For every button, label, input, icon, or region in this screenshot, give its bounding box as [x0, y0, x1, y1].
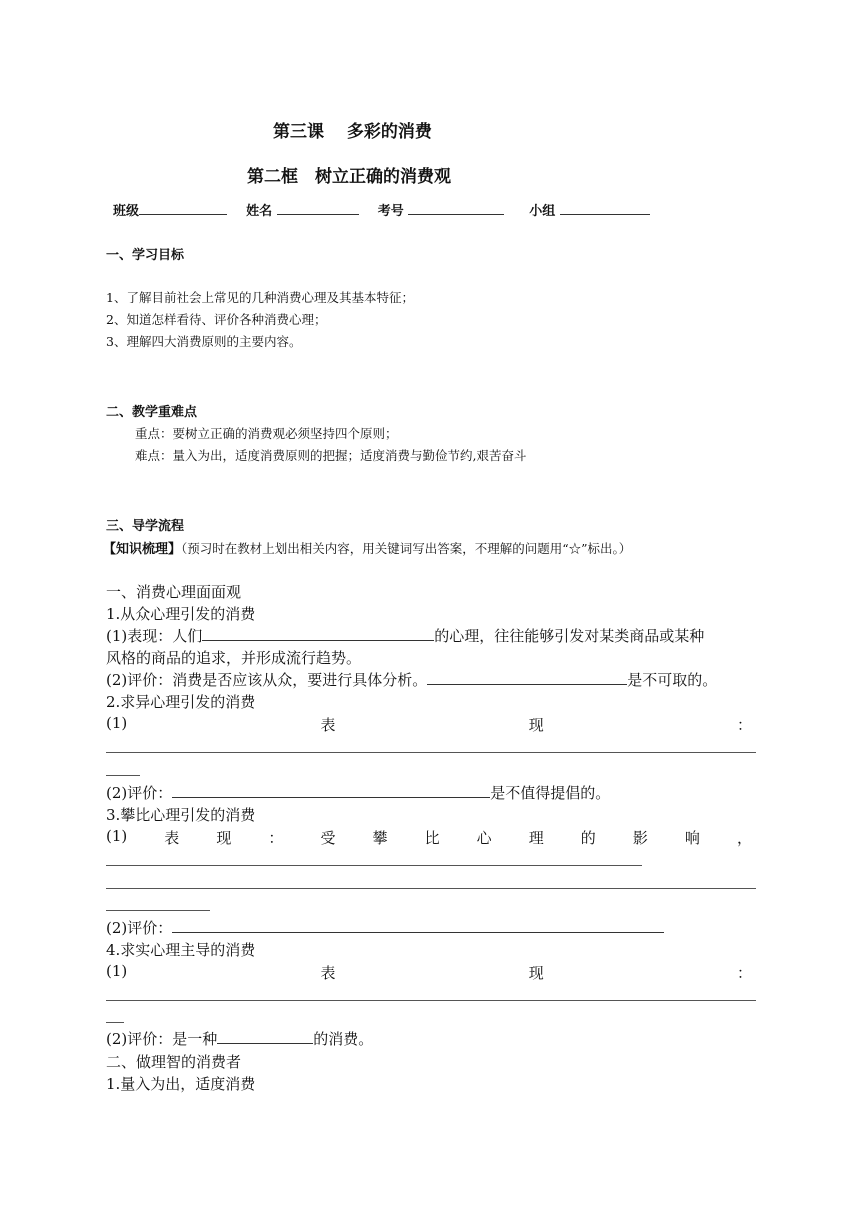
item1-perf-blank[interactable]: [202, 626, 434, 641]
part2-item1-title: 1.量入为出，适度消费: [106, 1075, 256, 1093]
item3-answer-line[interactable]: [106, 865, 642, 866]
item3-eval-prefix: (2)评价：: [106, 919, 173, 937]
item3-perf-text: 攀: [372, 829, 388, 847]
item3-eval-blank[interactable]: [172, 918, 664, 933]
section3-heading: 三、导学流程: [106, 519, 185, 534]
item3-answer-line[interactable]: [106, 888, 756, 889]
item3-perf-text: 理: [528, 829, 544, 847]
item1-eval-blank[interactable]: [427, 670, 627, 685]
item3-perf-text: 受: [320, 829, 336, 847]
item2-answer-line[interactable]: [106, 775, 140, 776]
part1-heading: 一、消费心理面面观: [106, 583, 242, 601]
section-subtitle: 第二框 树立正确的消费观: [247, 167, 451, 187]
item4-eval-blank[interactable]: [217, 1029, 313, 1044]
group-blank[interactable]: [560, 200, 650, 215]
item2-eval-prefix: (2)评价：: [106, 784, 173, 802]
item2-evaluation: [106, 782, 610, 803]
item4-evaluation: [106, 1028, 373, 1049]
item1-perf-prefix: (1)表现：人们: [106, 627, 203, 645]
item3-perf-text: 的: [580, 829, 596, 847]
goal-item: 1、了解目前社会上常见的几种消费心理及其基本特征；: [106, 290, 414, 305]
item2-title: 2.求异心理引发的消费: [106, 693, 256, 711]
class-blank[interactable]: [139, 200, 227, 215]
name-blank[interactable]: [277, 200, 359, 215]
item3-perf-text: 现: [216, 829, 232, 847]
item4-answer-line[interactable]: [106, 1000, 756, 1001]
item2-performance: [106, 714, 752, 735]
item2-perf-text: 表: [320, 716, 336, 734]
item3-answer-line[interactable]: [106, 910, 210, 911]
item4-eval-prefix: (2)评价：是一种: [106, 1030, 218, 1048]
item3-perf-text: 响: [684, 829, 700, 847]
item4-perf-text: ：: [736, 964, 752, 982]
item3-perf-text: 比: [424, 829, 440, 847]
item2-eval-blank[interactable]: [172, 783, 490, 798]
item2-perf-text: 现: [528, 716, 544, 734]
item4-eval-suffix: 的消费。: [313, 1030, 374, 1048]
section1-heading: 一、学习目标: [106, 248, 185, 263]
item3-title: 3.攀比心理引发的消费: [106, 806, 256, 824]
item2-perf-text: ：: [736, 716, 752, 734]
knowledge-label: 【知识梳理】: [103, 542, 182, 557]
student-info-row: [113, 200, 650, 219]
item2-perf-text: (1): [106, 714, 128, 732]
item4-title: 4.求实心理主导的消费: [106, 941, 256, 959]
item2-answer-line[interactable]: [106, 752, 756, 753]
lesson-title: 第三课 多彩的消费: [273, 122, 432, 142]
difficult-point: 难点：量入为出，适度消费原则的把握；适度消费与勤俭节约,艰苦奋斗: [135, 448, 527, 463]
exam-no-blank[interactable]: [408, 200, 504, 215]
knowledge-note: （预习时在教材上划出相关内容，用关键词写出答案，不理解的问题用“☆”标出。）: [181, 541, 632, 556]
name-label: 姓名: [246, 204, 273, 219]
item4-perf-text: 现: [528, 964, 544, 982]
item3-perf-text: ：: [268, 829, 284, 847]
item4-perf-text: (1): [106, 962, 128, 980]
item2-eval-suffix: 是不值得提倡的。: [490, 784, 611, 802]
item1-evaluation: [106, 669, 717, 690]
goal-item: 2、知道怎样看待、评价各种消费心理；: [106, 312, 327, 327]
item3-perf-text: 影: [632, 829, 648, 847]
item3-evaluation: [106, 917, 664, 938]
item1-perf-cont: 风格的商品的追求，并形成流行趋势。: [106, 649, 362, 667]
item1-eval-suffix: 是不可取的。: [627, 671, 718, 689]
goal-item: 3、理解四大消费原则的主要内容。: [106, 334, 302, 349]
item1-perf-suffix: 的心理，往往能够引发对某类商品或某种: [434, 627, 705, 645]
item4-answer-line[interactable]: [106, 1022, 124, 1023]
item1-performance: [106, 625, 704, 646]
item3-perf-text: 表: [164, 829, 180, 847]
class-label: 班级: [113, 204, 140, 219]
item3-perf-text: (1): [106, 827, 128, 845]
item3-performance: [106, 827, 752, 848]
item4-perf-text: 表: [320, 964, 336, 982]
item3-perf-text: 心: [476, 829, 492, 847]
item3-perf-text: ，: [736, 829, 752, 847]
part2-heading: 二、做理智的消费者: [106, 1053, 242, 1071]
section2-heading: 二、教学重难点: [106, 405, 198, 420]
exam-no-label: 考号: [377, 204, 404, 219]
knowledge-row: [103, 538, 631, 557]
item1-title: 1.从众心理引发的消费: [106, 605, 256, 623]
item4-performance: [106, 962, 752, 983]
group-label: 小组: [529, 204, 556, 219]
item1-eval-prefix: (2)评价：消费是否应该从众，要进行具体分析。: [106, 671, 428, 689]
key-point: 重点：要树立正确的消费观必须坚持四个原则；: [135, 426, 398, 441]
